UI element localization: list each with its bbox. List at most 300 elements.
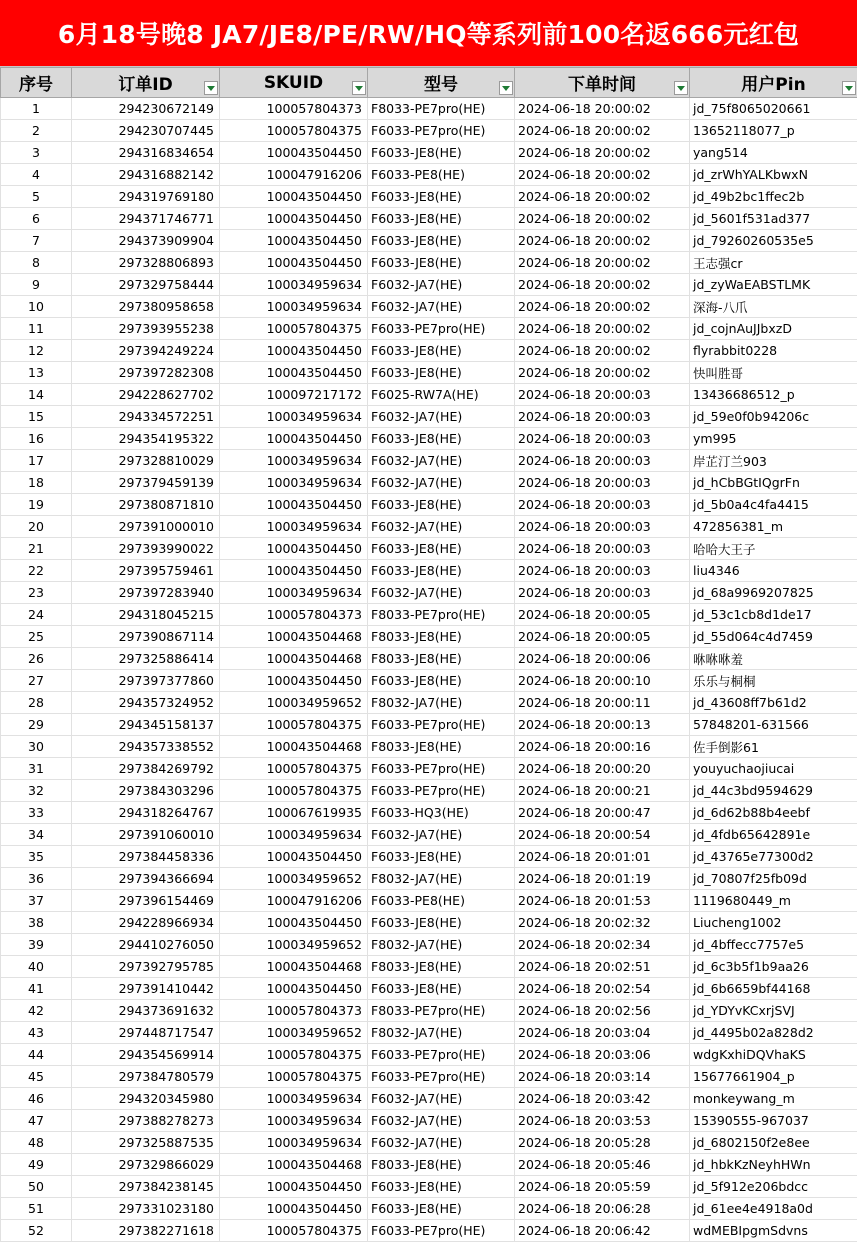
cell-model[interactable]: F6033-PE7pro(HE) <box>368 1220 515 1242</box>
cell-user-pin[interactable]: jd_hbkKzNeyhHWn <box>690 1154 857 1176</box>
cell-skuid[interactable]: 100043504468 <box>220 1154 368 1176</box>
cell-order-time[interactable]: 2024-06-18 20:02:54 <box>515 978 690 1000</box>
cell-order-time[interactable]: 2024-06-18 20:02:34 <box>515 934 690 956</box>
cell-user-pin[interactable]: 岸芷汀兰903 <box>690 450 857 472</box>
cell-model[interactable]: F6032-JA7(HE) <box>368 824 515 846</box>
cell-user-pin[interactable]: liu4346 <box>690 560 857 582</box>
cell-index[interactable]: 43 <box>1 1022 72 1044</box>
cell-model[interactable]: F6033-PE7pro(HE) <box>368 318 515 340</box>
cell-order-id[interactable]: 294373909904 <box>72 230 220 252</box>
column-header-model[interactable] <box>368 68 515 98</box>
cell-model[interactable]: F6033-PE7pro(HE) <box>368 758 515 780</box>
cell-skuid[interactable]: 100043504450 <box>220 538 368 560</box>
table-row[interactable] <box>1 494 857 516</box>
cell-index[interactable]: 14 <box>1 384 72 406</box>
cell-model[interactable]: F8032-JA7(HE) <box>368 1022 515 1044</box>
cell-order-id[interactable]: 297391060010 <box>72 824 220 846</box>
cell-order-time[interactable]: 2024-06-18 20:00:02 <box>515 98 690 120</box>
cell-index[interactable]: 28 <box>1 692 72 714</box>
cell-model[interactable]: F6033-PE8(HE) <box>368 164 515 186</box>
cell-order-time[interactable]: 2024-06-18 20:05:28 <box>515 1132 690 1154</box>
cell-order-time[interactable]: 2024-06-18 20:00:06 <box>515 648 690 670</box>
table-row[interactable] <box>1 846 857 868</box>
cell-order-time[interactable]: 2024-06-18 20:00:47 <box>515 802 690 824</box>
table-row[interactable] <box>1 1000 857 1022</box>
cell-index[interactable]: 20 <box>1 516 72 538</box>
cell-skuid[interactable]: 100034959634 <box>220 296 368 318</box>
cell-model[interactable]: F6032-JA7(HE) <box>368 472 515 494</box>
cell-order-time[interactable]: 2024-06-18 20:02:56 <box>515 1000 690 1022</box>
cell-index[interactable]: 13 <box>1 362 72 384</box>
cell-index[interactable]: 12 <box>1 340 72 362</box>
table-row[interactable] <box>1 186 857 208</box>
cell-order-id[interactable]: 294228627702 <box>72 384 220 406</box>
table-row[interactable] <box>1 1044 857 1066</box>
table-row[interactable] <box>1 362 857 384</box>
cell-model[interactable]: F6033-PE8(HE) <box>368 890 515 912</box>
cell-order-id[interactable]: 294410276050 <box>72 934 220 956</box>
cell-order-id[interactable]: 294228966934 <box>72 912 220 934</box>
cell-order-time[interactable]: 2024-06-18 20:00:03 <box>515 450 690 472</box>
cell-user-pin[interactable]: 472856381_m <box>690 516 857 538</box>
cell-order-time[interactable]: 2024-06-18 20:03:42 <box>515 1088 690 1110</box>
cell-user-pin[interactable]: 咻咻咻羞 <box>690 648 857 670</box>
cell-user-pin[interactable]: 深海-八爪 <box>690 296 857 318</box>
cell-order-time[interactable]: 2024-06-18 20:00:03 <box>515 582 690 604</box>
cell-model[interactable]: F8033-JE8(HE) <box>368 648 515 670</box>
cell-skuid[interactable]: 100043504450 <box>220 1176 368 1198</box>
cell-user-pin[interactable]: jd_zyWaEABSTLMK <box>690 274 857 296</box>
cell-index[interactable]: 5 <box>1 186 72 208</box>
cell-skuid[interactable]: 100034959652 <box>220 934 368 956</box>
cell-user-pin[interactable]: jd_70807f25fb09d <box>690 868 857 890</box>
cell-model[interactable]: F8033-JE8(HE) <box>368 956 515 978</box>
table-row[interactable] <box>1 164 857 186</box>
cell-order-time[interactable]: 2024-06-18 20:00:02 <box>515 296 690 318</box>
cell-index[interactable]: 21 <box>1 538 72 560</box>
cell-order-id[interactable]: 297397377860 <box>72 670 220 692</box>
cell-user-pin[interactable]: jd_6c3b5f1b9aa26 <box>690 956 857 978</box>
cell-skuid[interactable]: 100057804373 <box>220 98 368 120</box>
cell-model[interactable]: F6033-JE8(HE) <box>368 428 515 450</box>
cell-model[interactable]: F8032-JA7(HE) <box>368 692 515 714</box>
cell-order-id[interactable]: 297393990022 <box>72 538 220 560</box>
cell-model[interactable]: F6033-PE7pro(HE) <box>368 1044 515 1066</box>
table-row[interactable] <box>1 956 857 978</box>
cell-model[interactable]: F6033-PE7pro(HE) <box>368 1066 515 1088</box>
cell-user-pin[interactable]: jd_4bffecc7757e5 <box>690 934 857 956</box>
cell-order-time[interactable]: 2024-06-18 20:06:28 <box>515 1198 690 1220</box>
cell-order-id[interactable]: 297382271618 <box>72 1220 220 1242</box>
cell-model[interactable]: F6032-JA7(HE) <box>368 516 515 538</box>
cell-skuid[interactable]: 100043504450 <box>220 670 368 692</box>
cell-order-time[interactable]: 2024-06-18 20:00:20 <box>515 758 690 780</box>
cell-order-time[interactable]: 2024-06-18 20:03:06 <box>515 1044 690 1066</box>
cell-model[interactable]: F6025-RW7A(HE) <box>368 384 515 406</box>
cell-skuid[interactable]: 100034959652 <box>220 868 368 890</box>
cell-skuid[interactable]: 100034959652 <box>220 692 368 714</box>
cell-order-id[interactable]: 297325887535 <box>72 1132 220 1154</box>
cell-order-id[interactable]: 297380958658 <box>72 296 220 318</box>
cell-skuid[interactable]: 100034959634 <box>220 406 368 428</box>
cell-order-id[interactable]: 297390867114 <box>72 626 220 648</box>
cell-order-time[interactable]: 2024-06-18 20:00:02 <box>515 362 690 384</box>
cell-model[interactable]: F6032-JA7(HE) <box>368 1132 515 1154</box>
cell-index[interactable]: 47 <box>1 1110 72 1132</box>
cell-order-id[interactable]: 297394366694 <box>72 868 220 890</box>
cell-index[interactable]: 34 <box>1 824 72 846</box>
cell-model[interactable]: F6033-PE7pro(HE) <box>368 120 515 142</box>
cell-skuid[interactable]: 100057804373 <box>220 604 368 626</box>
cell-user-pin[interactable]: jd_43765e77300d2 <box>690 846 857 868</box>
table-row[interactable] <box>1 1198 857 1220</box>
cell-user-pin[interactable]: jd_zrWhYALKbwxN <box>690 164 857 186</box>
cell-order-time[interactable]: 2024-06-18 20:01:53 <box>515 890 690 912</box>
cell-user-pin[interactable]: jd_hCbBGtIQgrFn <box>690 472 857 494</box>
cell-order-time[interactable]: 2024-06-18 20:00:02 <box>515 208 690 230</box>
cell-order-time[interactable]: 2024-06-18 20:00:02 <box>515 318 690 340</box>
cell-model[interactable]: F6033-JE8(HE) <box>368 362 515 384</box>
cell-order-id[interactable]: 294318264767 <box>72 802 220 824</box>
cell-order-time[interactable]: 2024-06-18 20:00:03 <box>515 494 690 516</box>
cell-order-id[interactable]: 297392795785 <box>72 956 220 978</box>
cell-order-time[interactable]: 2024-06-18 20:00:02 <box>515 120 690 142</box>
cell-index[interactable]: 6 <box>1 208 72 230</box>
cell-user-pin[interactable]: 15677661904_p <box>690 1066 857 1088</box>
cell-order-time[interactable]: 2024-06-18 20:03:04 <box>515 1022 690 1044</box>
cell-order-time[interactable]: 2024-06-18 20:00:05 <box>515 604 690 626</box>
cell-order-id[interactable]: 294354195322 <box>72 428 220 450</box>
cell-model[interactable]: F8033-JE8(HE) <box>368 1154 515 1176</box>
cell-index[interactable]: 27 <box>1 670 72 692</box>
cell-skuid[interactable]: 100043504450 <box>220 560 368 582</box>
cell-user-pin[interactable]: jd_6b6659bf44168 <box>690 978 857 1000</box>
cell-order-time[interactable]: 2024-06-18 20:00:16 <box>515 736 690 758</box>
cell-user-pin[interactable]: 13436686512_p <box>690 384 857 406</box>
cell-order-id[interactable]: 294230707445 <box>72 120 220 142</box>
cell-model[interactable]: F6033-PE7pro(HE) <box>368 714 515 736</box>
cell-order-id[interactable]: 297384303296 <box>72 780 220 802</box>
cell-model[interactable]: F6033-JE8(HE) <box>368 494 515 516</box>
cell-index[interactable]: 2 <box>1 120 72 142</box>
cell-order-time[interactable]: 2024-06-18 20:00:03 <box>515 538 690 560</box>
cell-order-time[interactable]: 2024-06-18 20:00:13 <box>515 714 690 736</box>
cell-model[interactable]: F6033-JE8(HE) <box>368 252 515 274</box>
cell-user-pin[interactable]: wdMEBIpgmSdvns <box>690 1220 857 1242</box>
cell-order-time[interactable]: 2024-06-18 20:01:01 <box>515 846 690 868</box>
table-row[interactable] <box>1 1022 857 1044</box>
cell-order-id[interactable]: 297394249224 <box>72 340 220 362</box>
cell-order-time[interactable]: 2024-06-18 20:00:02 <box>515 252 690 274</box>
cell-order-id[interactable]: 297396154469 <box>72 890 220 912</box>
cell-model[interactable]: F6033-JE8(HE) <box>368 142 515 164</box>
cell-model[interactable]: F6032-JA7(HE) <box>368 1110 515 1132</box>
cell-user-pin[interactable]: 15390555-967037 <box>690 1110 857 1132</box>
table-row[interactable] <box>1 714 857 736</box>
cell-skuid[interactable]: 100043504450 <box>220 494 368 516</box>
cell-order-id[interactable]: 294316882142 <box>72 164 220 186</box>
cell-skuid[interactable]: 100043504450 <box>220 208 368 230</box>
cell-order-time[interactable]: 2024-06-18 20:00:02 <box>515 142 690 164</box>
cell-user-pin[interactable]: jd_61ee4e4918a0d <box>690 1198 857 1220</box>
table-row[interactable] <box>1 604 857 626</box>
table-row[interactable] <box>1 274 857 296</box>
cell-model[interactable]: F8033-PE7pro(HE) <box>368 98 515 120</box>
cell-index[interactable]: 1 <box>1 98 72 120</box>
cell-order-time[interactable]: 2024-06-18 20:00:02 <box>515 230 690 252</box>
table-row[interactable] <box>1 428 857 450</box>
cell-user-pin[interactable]: Liucheng1002 <box>690 912 857 934</box>
cell-model[interactable]: F8033-PE7pro(HE) <box>368 1000 515 1022</box>
cell-skuid[interactable]: 100043504468 <box>220 736 368 758</box>
cell-index[interactable]: 10 <box>1 296 72 318</box>
column-header-user-pin[interactable] <box>690 68 857 98</box>
cell-order-time[interactable]: 2024-06-18 20:00:03 <box>515 406 690 428</box>
cell-skuid[interactable]: 100067619935 <box>220 802 368 824</box>
table-row[interactable] <box>1 318 857 340</box>
cell-order-id[interactable]: 297393955238 <box>72 318 220 340</box>
dropdown-filter-icon[interactable] <box>499 81 513 95</box>
cell-order-id[interactable]: 297391000010 <box>72 516 220 538</box>
table-row[interactable] <box>1 978 857 1000</box>
cell-skuid[interactable]: 100034959634 <box>220 274 368 296</box>
cell-skuid[interactable]: 100043504450 <box>220 428 368 450</box>
table-row[interactable] <box>1 142 857 164</box>
table-row[interactable] <box>1 670 857 692</box>
cell-model[interactable]: F6033-JE8(HE) <box>368 1198 515 1220</box>
cell-user-pin[interactable]: ym995 <box>690 428 857 450</box>
cell-index[interactable]: 38 <box>1 912 72 934</box>
cell-index[interactable]: 48 <box>1 1132 72 1154</box>
cell-order-time[interactable]: 2024-06-18 20:00:02 <box>515 340 690 362</box>
cell-model[interactable]: F6033-JE8(HE) <box>368 912 515 934</box>
table-row[interactable] <box>1 1088 857 1110</box>
column-header-order-id[interactable] <box>72 68 220 98</box>
table-row[interactable] <box>1 472 857 494</box>
cell-order-id[interactable]: 297384238145 <box>72 1176 220 1198</box>
cell-skuid[interactable]: 100043504450 <box>220 1198 368 1220</box>
cell-order-id[interactable]: 294320345980 <box>72 1088 220 1110</box>
cell-order-id[interactable]: 297388278273 <box>72 1110 220 1132</box>
cell-skuid[interactable]: 100043504450 <box>220 252 368 274</box>
cell-model[interactable]: F6032-JA7(HE) <box>368 450 515 472</box>
table-row[interactable] <box>1 582 857 604</box>
cell-index[interactable]: 50 <box>1 1176 72 1198</box>
table-row[interactable] <box>1 780 857 802</box>
cell-index[interactable]: 22 <box>1 560 72 582</box>
table-row[interactable] <box>1 1132 857 1154</box>
cell-index[interactable]: 49 <box>1 1154 72 1176</box>
cell-index[interactable]: 4 <box>1 164 72 186</box>
table-row[interactable] <box>1 868 857 890</box>
cell-order-id[interactable]: 297379459139 <box>72 472 220 494</box>
cell-order-time[interactable]: 2024-06-18 20:00:03 <box>515 428 690 450</box>
cell-index[interactable]: 24 <box>1 604 72 626</box>
cell-skuid[interactable]: 100034959634 <box>220 824 368 846</box>
table-row[interactable] <box>1 758 857 780</box>
cell-user-pin[interactable]: 王志强cr <box>690 252 857 274</box>
cell-skuid[interactable]: 100057804375 <box>220 318 368 340</box>
table-row[interactable] <box>1 98 857 120</box>
cell-user-pin[interactable]: 乐乐与桐桐 <box>690 670 857 692</box>
cell-order-time[interactable]: 2024-06-18 20:00:21 <box>515 780 690 802</box>
cell-order-time[interactable]: 2024-06-18 20:00:03 <box>515 560 690 582</box>
cell-user-pin[interactable]: youyuchaojiucai <box>690 758 857 780</box>
cell-skuid[interactable]: 100043504450 <box>220 846 368 868</box>
table-row[interactable] <box>1 824 857 846</box>
table-row[interactable] <box>1 120 857 142</box>
cell-order-id[interactable]: 294334572251 <box>72 406 220 428</box>
cell-skuid[interactable]: 100057804373 <box>220 1000 368 1022</box>
cell-index[interactable]: 37 <box>1 890 72 912</box>
cell-order-id[interactable]: 297380871810 <box>72 494 220 516</box>
cell-skuid[interactable]: 100043504468 <box>220 626 368 648</box>
cell-index[interactable]: 19 <box>1 494 72 516</box>
cell-skuid[interactable]: 100057804375 <box>220 758 368 780</box>
cell-order-id[interactable]: 297391410442 <box>72 978 220 1000</box>
cell-index[interactable]: 42 <box>1 1000 72 1022</box>
cell-model[interactable]: F6033-JE8(HE) <box>368 208 515 230</box>
cell-user-pin[interactable]: jd_5601f531ad377 <box>690 208 857 230</box>
cell-index[interactable]: 8 <box>1 252 72 274</box>
table-row[interactable] <box>1 516 857 538</box>
cell-user-pin[interactable]: 佐手倒影61 <box>690 736 857 758</box>
cell-index[interactable]: 23 <box>1 582 72 604</box>
cell-skuid[interactable]: 100043504468 <box>220 648 368 670</box>
cell-order-time[interactable]: 2024-06-18 20:00:10 <box>515 670 690 692</box>
cell-model[interactable]: F6032-JA7(HE) <box>368 1088 515 1110</box>
cell-skuid[interactable]: 100034959634 <box>220 472 368 494</box>
cell-model[interactable]: F6033-JE8(HE) <box>368 978 515 1000</box>
cell-skuid[interactable]: 100043504450 <box>220 362 368 384</box>
cell-index[interactable]: 32 <box>1 780 72 802</box>
table-row[interactable] <box>1 934 857 956</box>
cell-user-pin[interactable]: jd_53c1cb8d1de17 <box>690 604 857 626</box>
cell-model[interactable]: F8033-JE8(HE) <box>368 626 515 648</box>
cell-index[interactable]: 41 <box>1 978 72 1000</box>
cell-index[interactable]: 15 <box>1 406 72 428</box>
cell-skuid[interactable]: 100034959634 <box>220 450 368 472</box>
cell-index[interactable]: 7 <box>1 230 72 252</box>
cell-model[interactable]: F6033-JE8(HE) <box>368 560 515 582</box>
cell-order-time[interactable]: 2024-06-18 20:00:54 <box>515 824 690 846</box>
cell-skuid[interactable]: 100057804375 <box>220 1044 368 1066</box>
cell-user-pin[interactable]: 57848201-631566 <box>690 714 857 736</box>
cell-order-id[interactable]: 294357338552 <box>72 736 220 758</box>
cell-user-pin[interactable]: jd_4495b02a828d2 <box>690 1022 857 1044</box>
cell-user-pin[interactable]: wdgKxhiDQVhaKS <box>690 1044 857 1066</box>
cell-index[interactable]: 36 <box>1 868 72 890</box>
cell-skuid[interactable]: 100043504450 <box>220 978 368 1000</box>
cell-order-id[interactable]: 297384269792 <box>72 758 220 780</box>
cell-model[interactable]: F6032-JA7(HE) <box>368 406 515 428</box>
cell-order-id[interactable]: 294345158137 <box>72 714 220 736</box>
cell-model[interactable]: F6032-JA7(HE) <box>368 582 515 604</box>
column-header-skuid[interactable] <box>220 68 368 98</box>
cell-index[interactable]: 30 <box>1 736 72 758</box>
cell-order-id[interactable]: 294354569914 <box>72 1044 220 1066</box>
cell-model[interactable]: F8032-JA7(HE) <box>368 868 515 890</box>
cell-model[interactable]: F6032-JA7(HE) <box>368 274 515 296</box>
table-row[interactable] <box>1 384 857 406</box>
cell-skuid[interactable]: 100034959634 <box>220 582 368 604</box>
cell-skuid[interactable]: 100043504450 <box>220 230 368 252</box>
cell-model[interactable]: F6033-JE8(HE) <box>368 538 515 560</box>
cell-user-pin[interactable]: jd_75f8065020661 <box>690 98 857 120</box>
cell-order-time[interactable]: 2024-06-18 20:00:03 <box>515 472 690 494</box>
table-row[interactable] <box>1 626 857 648</box>
cell-order-time[interactable]: 2024-06-18 20:05:46 <box>515 1154 690 1176</box>
cell-index[interactable]: 17 <box>1 450 72 472</box>
cell-index[interactable]: 44 <box>1 1044 72 1066</box>
cell-skuid[interactable]: 100034959634 <box>220 1088 368 1110</box>
cell-order-time[interactable]: 2024-06-18 20:01:19 <box>515 868 690 890</box>
column-header-order-time[interactable] <box>515 68 690 98</box>
cell-user-pin[interactable]: jd_5b0a4c4fa4415 <box>690 494 857 516</box>
table-row[interactable] <box>1 296 857 318</box>
cell-order-id[interactable]: 297384780579 <box>72 1066 220 1088</box>
cell-model[interactable]: F6033-JE8(HE) <box>368 1176 515 1198</box>
cell-order-time[interactable]: 2024-06-18 20:03:14 <box>515 1066 690 1088</box>
cell-model[interactable]: F6033-HQ3(HE) <box>368 802 515 824</box>
cell-model[interactable]: F8032-JA7(HE) <box>368 934 515 956</box>
cell-model[interactable]: F6033-JE8(HE) <box>368 340 515 362</box>
cell-index[interactable]: 31 <box>1 758 72 780</box>
cell-skuid[interactable]: 100043504468 <box>220 956 368 978</box>
table-row[interactable] <box>1 230 857 252</box>
cell-order-id[interactable]: 297384458336 <box>72 846 220 868</box>
cell-order-id[interactable]: 297395759461 <box>72 560 220 582</box>
table-row[interactable] <box>1 208 857 230</box>
cell-order-id[interactable]: 294319769180 <box>72 186 220 208</box>
cell-order-time[interactable]: 2024-06-18 20:00:02 <box>515 186 690 208</box>
cell-skuid[interactable]: 100057804375 <box>220 1220 368 1242</box>
table-row[interactable] <box>1 340 857 362</box>
cell-order-time[interactable]: 2024-06-18 20:02:51 <box>515 956 690 978</box>
cell-user-pin[interactable]: jd_55d064c4d7459 <box>690 626 857 648</box>
table-row[interactable] <box>1 450 857 472</box>
cell-user-pin[interactable]: 快叫胜哥 <box>690 362 857 384</box>
cell-index[interactable]: 52 <box>1 1220 72 1242</box>
cell-index[interactable]: 18 <box>1 472 72 494</box>
cell-model[interactable]: F6033-JE8(HE) <box>368 670 515 692</box>
dropdown-filter-icon[interactable] <box>352 81 366 95</box>
cell-index[interactable]: 45 <box>1 1066 72 1088</box>
cell-order-time[interactable]: 2024-06-18 20:00:11 <box>515 692 690 714</box>
table-row[interactable] <box>1 538 857 560</box>
cell-user-pin[interactable]: 13652118077_p <box>690 120 857 142</box>
cell-user-pin[interactable]: jd_68a9969207825 <box>690 582 857 604</box>
cell-skuid[interactable]: 100043504450 <box>220 142 368 164</box>
cell-order-id[interactable]: 297328806893 <box>72 252 220 274</box>
cell-index[interactable]: 51 <box>1 1198 72 1220</box>
table-row[interactable] <box>1 736 857 758</box>
cell-skuid[interactable]: 100057804375 <box>220 120 368 142</box>
cell-skuid[interactable]: 100057804375 <box>220 714 368 736</box>
cell-skuid[interactable]: 100034959652 <box>220 1022 368 1044</box>
cell-order-id[interactable]: 297331023180 <box>72 1198 220 1220</box>
cell-skuid[interactable]: 100043504450 <box>220 340 368 362</box>
cell-index[interactable]: 26 <box>1 648 72 670</box>
cell-user-pin[interactable]: jd_49b2bc1ffec2b <box>690 186 857 208</box>
cell-skuid[interactable]: 100057804375 <box>220 780 368 802</box>
cell-model[interactable]: F6032-JA7(HE) <box>368 296 515 318</box>
cell-user-pin[interactable]: jd_6802150f2e8ee <box>690 1132 857 1154</box>
dropdown-filter-icon[interactable] <box>842 81 856 95</box>
cell-order-id[interactable]: 294373691632 <box>72 1000 220 1022</box>
cell-user-pin[interactable]: jd_4fdb65642891e <box>690 824 857 846</box>
cell-skuid[interactable]: 100043504450 <box>220 186 368 208</box>
